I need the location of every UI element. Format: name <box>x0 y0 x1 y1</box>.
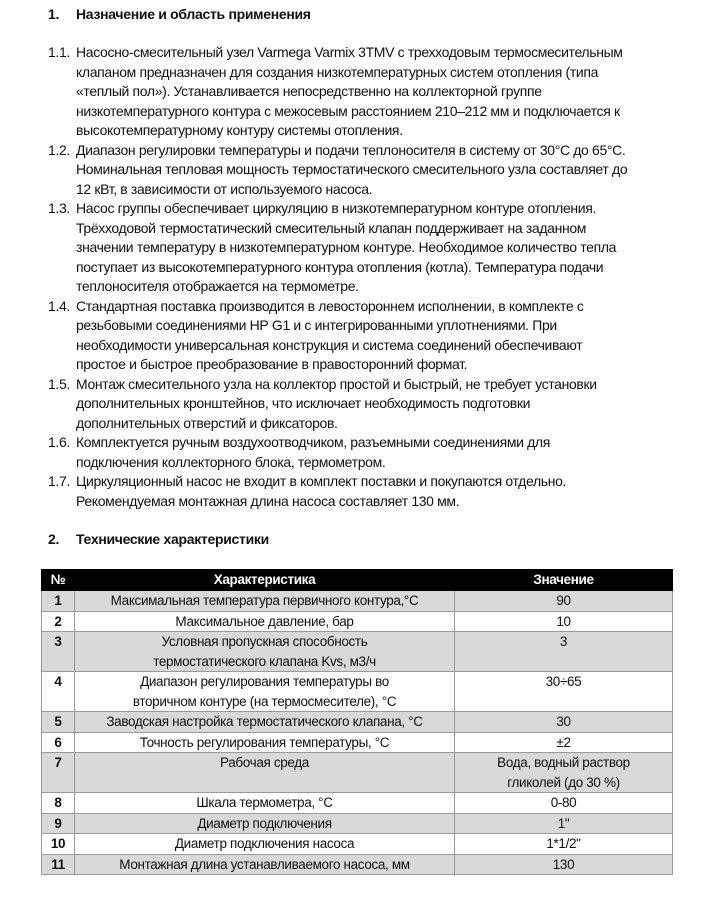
item-number: 1.7. <box>48 473 70 489</box>
row-value <box>455 591 673 612</box>
item-number: 1.1. <box>48 44 70 60</box>
item-text-line: дополнительных отверстий и фиксаторов. <box>76 414 338 431</box>
characteristic-line: вторичном контуре (на термосмесителе), °С <box>132 693 397 709</box>
section-title: Назначение и область применения <box>76 6 311 22</box>
table-row <box>42 732 673 753</box>
specs-table <box>41 569 673 875</box>
list-item <box>48 199 627 297</box>
item-text-line: Номинальная тепловая мощность термостатического смесительного узла составляет до <box>76 161 628 177</box>
item-text-line: высокотемпературному контуру системы отопления. <box>76 122 403 138</box>
table-row <box>42 712 673 733</box>
row-characteristic <box>75 591 455 612</box>
header-value: Значение <box>455 570 673 591</box>
section-number: 1. <box>48 6 60 22</box>
header-characteristic: Характеристика <box>75 570 455 591</box>
item-text-line: 12 кВт, в зависимости от используемого насоса. <box>76 180 373 197</box>
row-characteristic <box>75 611 455 632</box>
table-row <box>42 813 673 834</box>
list-item <box>48 375 627 434</box>
row-value <box>455 793 673 814</box>
row-characteristic <box>75 854 455 875</box>
characteristic-line: Рабочая среда <box>220 755 309 770</box>
row-value <box>455 672 673 712</box>
item-text-line: резьбовыми соединениями НР G1 и с интегрированными уплотнениями. При <box>76 317 557 333</box>
row-value <box>455 834 673 855</box>
list-item <box>48 297 627 375</box>
value-line: 1" <box>557 815 570 831</box>
row-number: 2 <box>42 611 75 632</box>
item-text-line: Трёхходовой термостатический смесительный клапан поддерживает на заданном <box>76 219 587 236</box>
value-line: 90 <box>556 593 571 608</box>
value-line: гликолей (до 30 %) <box>507 774 620 790</box>
row-value <box>455 732 673 753</box>
row-number: 3 <box>42 632 75 672</box>
value-line: Вода, водный раствор <box>497 755 630 770</box>
row-characteristic <box>75 753 455 793</box>
characteristic-line: Диапазон регулирования температуры во <box>140 674 389 689</box>
row-value <box>455 611 673 632</box>
item-text-line: Комплектуется ручным воздухоотводчиком, разъемными соединениями для <box>76 434 550 450</box>
list-item <box>48 472 627 511</box>
header-number: № <box>42 570 75 591</box>
row-characteristic <box>75 632 455 672</box>
characteristic-line: термостатического клапана Kvs, м3/ч <box>153 653 376 669</box>
characteristic-line: Шкала термометра, °С <box>196 795 333 810</box>
row-characteristic <box>75 834 455 855</box>
list-item <box>48 43 627 141</box>
characteristic-line: Условная пропускная способность <box>161 634 368 649</box>
row-value <box>455 753 673 793</box>
purpose-list <box>48 43 627 511</box>
list-item <box>48 433 627 472</box>
table-row <box>42 672 673 712</box>
value-line: 130 <box>552 856 575 872</box>
item-text-line: подключения коллекторного блока, термометром. <box>76 453 386 470</box>
row-characteristic <box>75 712 455 733</box>
row-value <box>455 632 673 672</box>
item-number: 1.5. <box>48 375 70 392</box>
item-text-line: дополнительных кронштейнов, что исключает необходимость подготовки <box>76 395 531 411</box>
section-2-heading <box>48 531 269 547</box>
row-number: 1 <box>42 591 75 612</box>
row-characteristic <box>75 672 455 712</box>
characteristic-line: Максимальное давление, бар <box>175 613 354 629</box>
row-characteristic <box>75 793 455 814</box>
list-item <box>48 141 627 200</box>
item-text-line: необходимости универсальная конструкция и система соединений обеспечивают <box>76 336 583 353</box>
item-text-line: Монтаж смесительного узла на коллектор простой и быстрый, не требует установки <box>76 375 597 392</box>
row-number: 10 <box>42 834 75 855</box>
characteristic-line: Заводская настройка термостатического клапана, °С <box>106 714 423 729</box>
value-line: 0-80 <box>550 795 577 810</box>
table-row <box>42 632 673 672</box>
item-text-line: Стандартная поставка производится в левостороннем исполнении, в комплекте с <box>76 297 584 314</box>
item-text-line: поступает из высокотемпературного контура отопления (котла). Температура подачи <box>76 258 604 275</box>
value-line: 30÷65 <box>545 674 582 689</box>
section-number: 2. <box>48 531 60 547</box>
item-text-line: «теплый пол»). Устанавливается непосредственно на коллекторной группе <box>76 83 542 99</box>
row-characteristic <box>75 813 455 834</box>
table-row <box>42 611 673 632</box>
characteristic-line: Диаметр подключения <box>197 815 332 831</box>
item-text-line: значении температуру в низкотемпературном контуре. Необходимое количество тепла <box>76 239 617 255</box>
characteristic-line: Диаметр подключения насоса <box>174 836 355 851</box>
table-row <box>42 834 673 855</box>
row-number: 5 <box>42 712 75 733</box>
row-number: 7 <box>42 753 75 793</box>
item-text-line: Рекомендуемая монтажная длина насоса составляет 130 мм. <box>76 492 460 509</box>
characteristic-line: Точность регулирования температуры, °С <box>139 734 390 750</box>
item-number: 1.3. <box>48 200 70 216</box>
table-row <box>42 591 673 612</box>
value-line: 10 <box>556 613 571 629</box>
row-number: 8 <box>42 793 75 814</box>
value-line: 30 <box>556 714 571 729</box>
item-text-line: Насос группы обеспечивает циркуляцию в низкотемпературном контуре отопления. <box>76 200 597 216</box>
table-row <box>42 793 673 814</box>
value-line: 1*1/2" <box>546 836 581 851</box>
row-characteristic <box>75 732 455 753</box>
table-header <box>42 570 673 591</box>
row-value <box>455 813 673 834</box>
value-line: 3 <box>559 634 568 649</box>
item-text-line: низкотемпературного контура с межосевым расстоянием 210–212 мм и подключается к <box>76 102 620 119</box>
value-line: ±2 <box>556 734 571 750</box>
item-text-line: Циркуляционный насос не входит в комплект поставки и покупаются отдельно. <box>76 473 567 489</box>
row-number: 4 <box>42 672 75 712</box>
characteristic-line: Монтажная длина устанавливаемого насоса, мм <box>119 856 410 872</box>
row-number: 9 <box>42 813 75 834</box>
item-number: 1.6. <box>48 434 70 450</box>
item-text-line: Диапазон регулировки температуры и подачи теплоносителя в систему от 30°C до 65°C. <box>76 141 626 158</box>
item-number: 1.2. <box>48 141 70 158</box>
item-text-line: Насосно-смесительный узел Varmega Varmix 3TMV с трехходовым термосмесительным <box>76 44 623 60</box>
item-text-line: клапаном предназначен для создания низкотемпературных систем отопления (типа <box>76 63 599 80</box>
row-value <box>455 854 673 875</box>
row-value <box>455 712 673 733</box>
item-number: 1.4. <box>48 297 70 314</box>
item-text-line: простое и быстрое преобразование в правосторонний формат. <box>76 356 468 372</box>
row-number: 11 <box>42 854 75 875</box>
table-row <box>42 753 673 793</box>
section-title: Технические характеристики <box>76 531 269 547</box>
table-row <box>42 854 673 875</box>
row-number: 6 <box>42 732 75 753</box>
characteristic-line: Максимальная температура первичного контура,°С <box>110 593 419 608</box>
section-1-heading <box>48 6 311 22</box>
item-text-line: теплоносителя отображается на термометре. <box>76 278 359 294</box>
